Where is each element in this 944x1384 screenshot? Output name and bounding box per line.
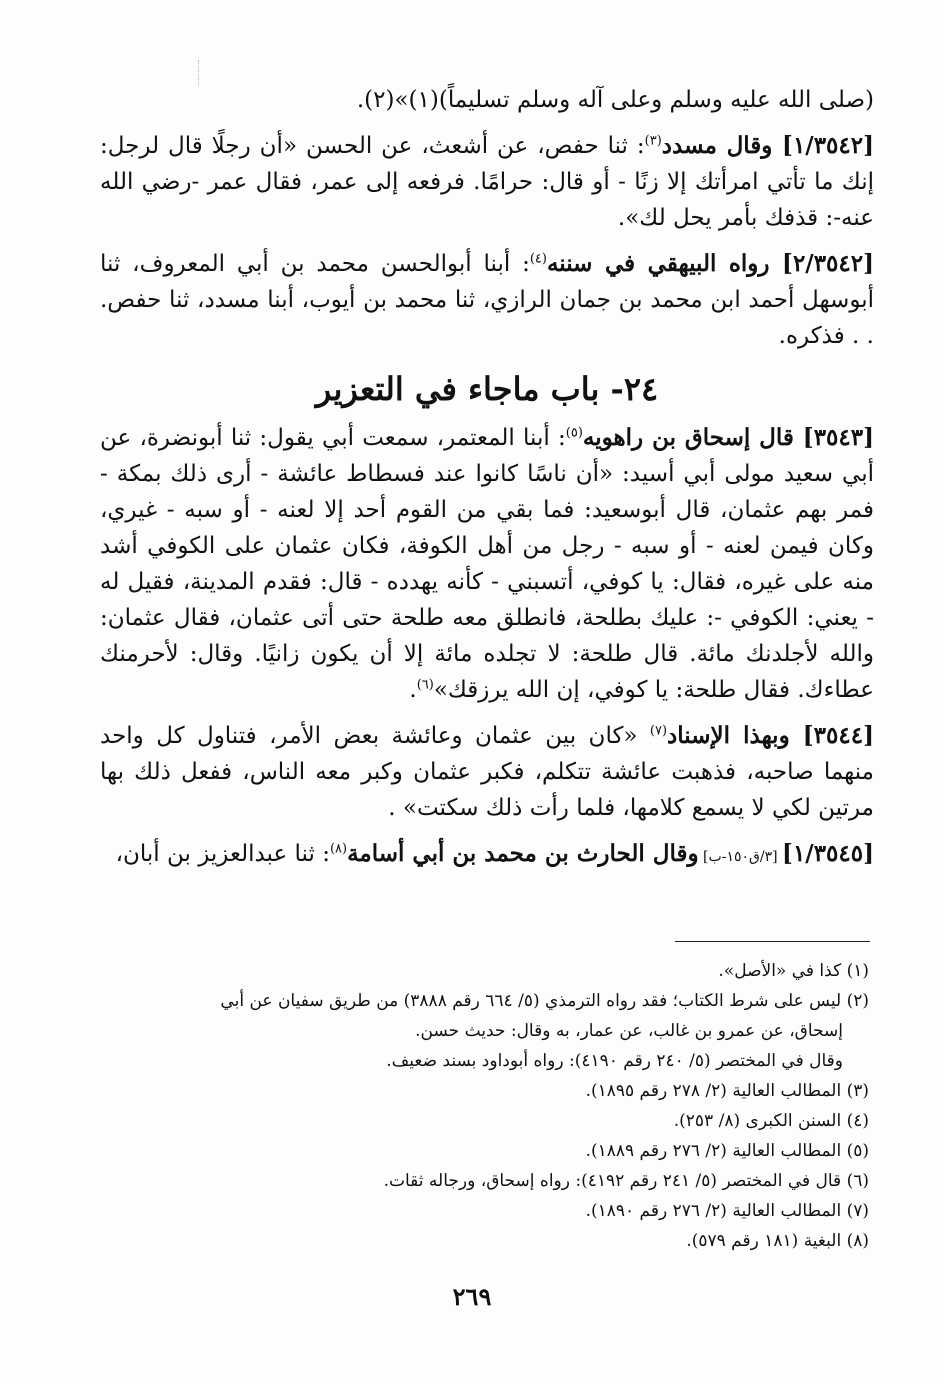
- paragraph-3545-1: [100, 836, 874, 875]
- hadith-text: «كان بين عثمان وعائشة بعض الأمر، فتناول كل واحد منهما صاحبه، فذهبت عائشة تتكلم، فكبر عثمان وكبر معه الناس، ففعل ذلك بها مرتين لكي لا يسمع كلامها، فلما رأت ذلك سكتت» .: [100, 723, 874, 821]
- footnote-ref: (٥): [565, 425, 583, 441]
- footnote-5: (٥) المطالب العالية (٢/ ٢٧٦ رقم ١٨٨٩).: [585, 1141, 869, 1161]
- footnote-1: (١) كذا في «الأصل».: [718, 961, 869, 981]
- footnote-ref: (٧): [649, 723, 668, 739]
- hadith-number: [١/٣٥٤٥]: [782, 840, 874, 867]
- hadith-text: : أبنا المعتمر، سمعت أبي يقول: ثنا أبونضرة، عن أبي سعيد مولى أبي أسيد: «أن ناسًا كانوا عند فسطاط عائشة - أرى ذلك بمكة - فمر بهم عثمان، قال أبوسعيد: فما بقي من القوم أحد إلا لعنه - أو سبه - غيري، وكان فيمن لعنه - أو سبه - رجل من أهل الكوفة، فكان عثمان على الكوفي أشد منه على غيره، فقال: يا كوفي، أتسبني - كأنه يهدده - قال: فقدم المدينة، فقيل له - يعني: الكوفي -: عليك بطلحة، فانطلق معه طلحة حتى أتى عثمان، فقال عثمان: والله لأجلدنك مائة. قال طلحة: لا تجلده مائة إلا أن يكون زانيًا. وقال: لأحرمنك عطاءك. فقال طلحة: يا كوفي، إن الله يرزقك»: [100, 425, 874, 703]
- footnote-ref: (٤): [529, 251, 547, 267]
- narrator: وقال الحارث بن محمد بن أبي أسامة: [347, 840, 699, 867]
- footnote-ref: (٨): [329, 841, 348, 857]
- footnote-7: (٧) المطالب العالية (٢/ ٢٧٦ رقم ١٨٩٠).: [585, 1201, 869, 1221]
- footnotes: [100, 956, 869, 1256]
- footnote-divider: [675, 941, 870, 942]
- footnote-8: (٨) البغية (١٨١ رقم ٥٧٩).: [686, 1231, 869, 1251]
- footnote-2-continuation: وقال في المختصر (٥/ ٢٤٠ رقم ٤١٩٠): رواه أبوداود بسند ضعيف.: [386, 1051, 843, 1071]
- footnote-3: (٣) المطالب العالية (٢/ ٢٧٨ رقم ١٨٩٥).: [585, 1081, 869, 1101]
- paragraph-3544: [100, 718, 874, 826]
- hadith-number: [٣٥٤٤] وبهذا الإسناد: [667, 722, 874, 749]
- hadith-number: [٢/٣٥٤٢] رواه البيهقي في سننه: [546, 250, 874, 277]
- footnote-6: (٦) قال في المختصر (٥/ ٢٤١ رقم ٤١٩٢): رواه إسحاق، ورجاله ثقات.: [383, 1171, 869, 1191]
- manuscript-ref: [٣/ق١٥٠-ب]: [698, 849, 783, 865]
- footnote-2-continuation: إسحاق، عن عمرو بن غالب، عن عمار، به وقال: حديث حسن.: [415, 1021, 843, 1041]
- main-text: [100, 82, 874, 885]
- hadith-text: : أبنا أبوالحسن محمد بن أبي المعروف، ثنا أبوسهل أحمد ابن محمد بن جمان الرازي، ثنا محمد بن أيوب، أبنا مسدد، ثنا حفص. . . فذكره.: [100, 251, 874, 349]
- paragraph-3542-1: [100, 128, 874, 236]
- hadith-text: : ثنا عبدالعزيز بن أبان،: [115, 841, 330, 867]
- paragraph-3543: [٣٥٤٣] قال إسحاق بن راهويه$^{(٥)}$: أبنا المعتمر، سمعت أبي يقول: ثنا أبونضرة، عن أبي سعيد مولى أبي أسيد: «أن ناسًا كانوا عند فسطاط عائشة - أرى ذلك بمكة - فمر بهم عثمان، قال أبوسعيد: فما بقي من القوم أحد إلا لعنه - أو سبه - غيري، وكان فيمن لعنه - أو سبه - رجل من أهل الكوفة، فكان عثمان على الكوفي أشد منه على غيره، فقال: يا كوفي، أتسبني - كأنه يهدده - قال: فقدم المدينة، فقيل له - يعني: الكوفي -: عليك بطلحة، فانطلق معه طلحة حتى أتى عثمان، فقال عثمان: والله لأجلدنك مائة. قال طلحة: لا تجلده مائة إلا أن يكون زانيًا. وقال: لأحرمنك عطاءك. فقال طلحة: يا كوفي، إن الله يرزقك»$^{(٦)}$.: [100, 424, 874, 703]
- paragraph-opening: (صلى الله عليه وسلم وعلى آله وسلم تسليماً)(١)»(٢).: [356, 87, 874, 113]
- paragraph-3542-2: [100, 246, 874, 354]
- chapter-title: ٢٤- باب ماجاء في التعزير: [315, 370, 659, 408]
- footnote-2: (٢) ليس على شرط الكتاب؛ فقد رواه الترمذي (٥/ ٦٦٤ رقم ٣٨٨٨) من طريق سفيان عن أبي إسحاق، عن عمرو بن غالب، عن عمار، به وقال: حديث حسن. وقال في المختصر (٥/ ٢٤٠ رقم ٤١٩٠): رواه أبوداود بسند ضعيف.: [100, 986, 869, 1076]
- hadith-number: [٣٥٤٣] قال إسحاق بن راهويه: [582, 424, 874, 451]
- footnote-ref: (٦): [416, 677, 434, 693]
- footnote-4: (٤) السنن الكبرى (٨/ ٢٥٣).: [673, 1111, 869, 1131]
- footnote-ref: (٣): [644, 133, 662, 149]
- page-number: ٢٦٩: [452, 1282, 492, 1311]
- hadith-text: : ثنا حفص، عن أشعث، عن الحسن «أن رجلًا قال لرجل: إنك ما تأتي امرأتك إلا زنًا - أو قال: حرامًا. فرفعه إلى عمر، فقال عمر -رضي الله عنه-: قذفك بأمر يحل لك».: [100, 133, 874, 231]
- hadith-number: [١/٣٥٤٢] وقال مسدد: [661, 132, 874, 159]
